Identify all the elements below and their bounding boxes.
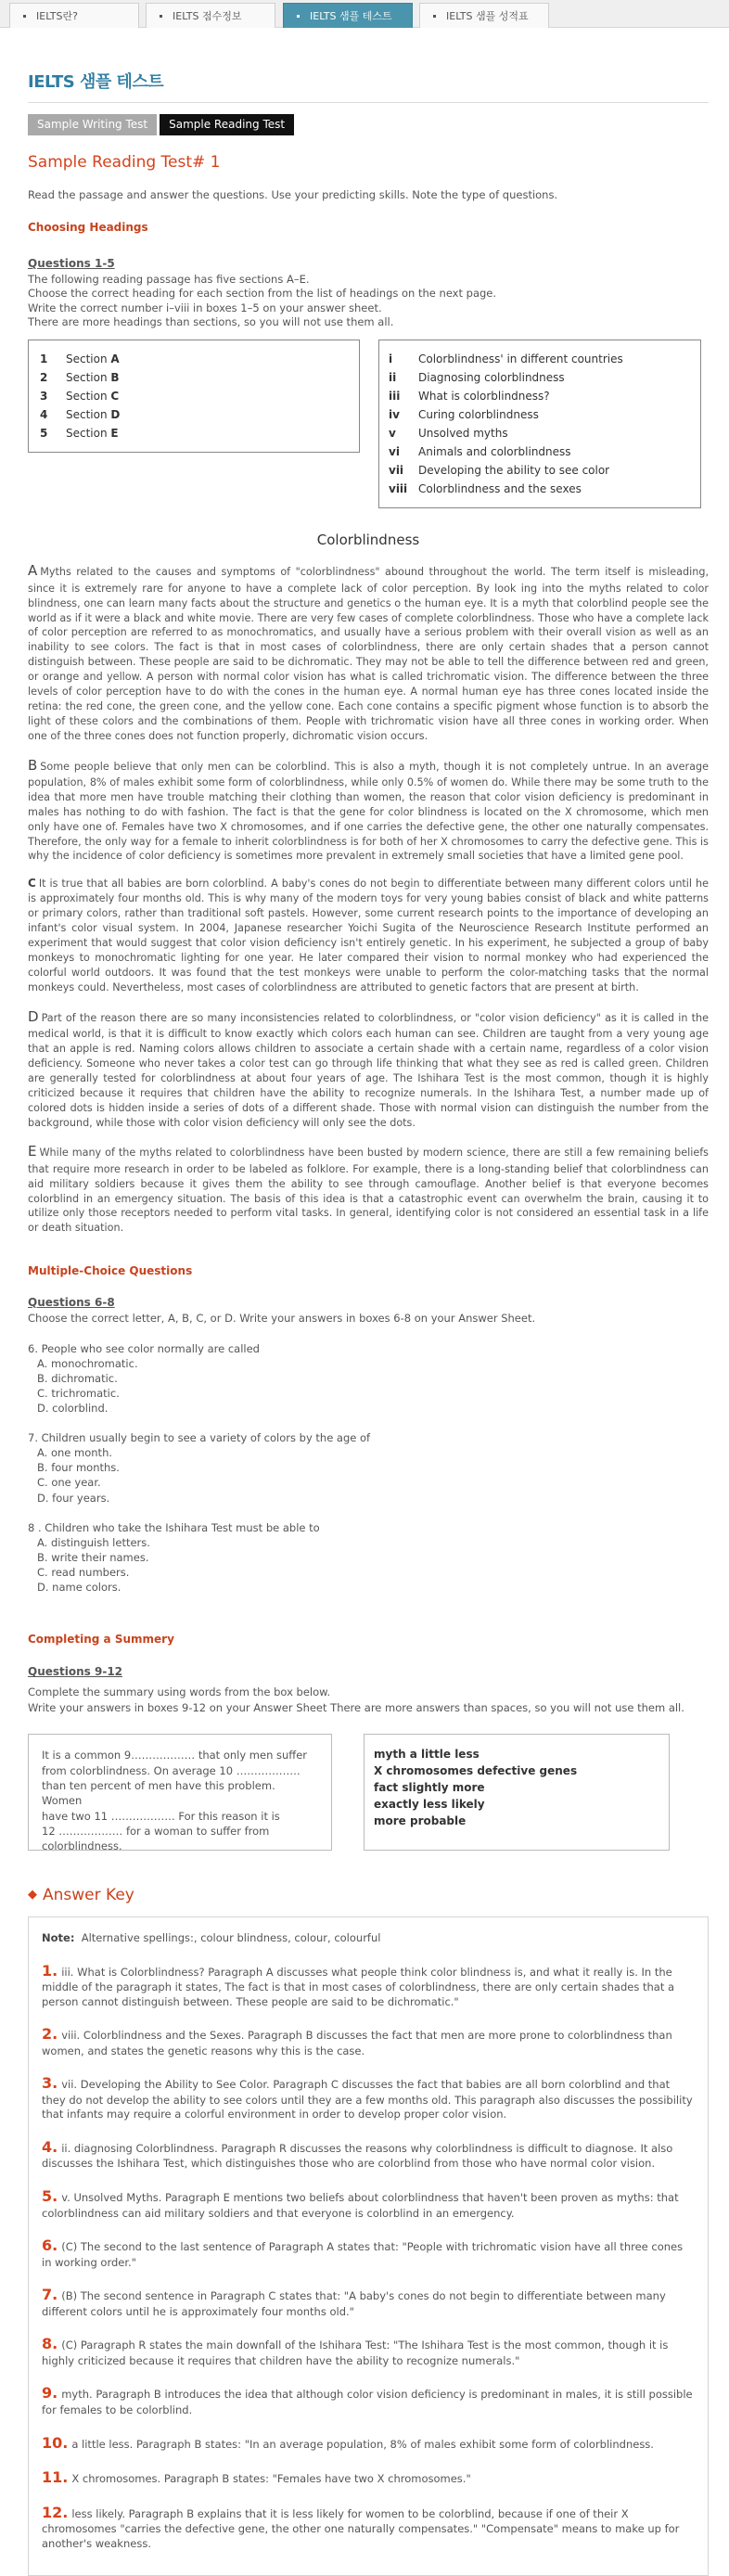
section-title-summary: Completing a Summery <box>28 1633 174 1647</box>
bullet-icon <box>433 15 436 18</box>
top-nav <box>0 0 729 28</box>
word-bank-line: X chromosomes defective genes <box>374 1764 578 1778</box>
paragraph-b: B Some people believe that only men can be colorblind. This is also a myth, though it is not completely untrue. In an average population, 8% of males exhibit some form of colorblindness, while only 0.5% of women do. While there may be some truth to the idea that more men have trouble matching their clothing than women, the reason that color vision deficiency is predominant in males has nothing to do with fashion. The fact is that the gene for color blindness is located on the X chromosome, which men only have one of. Females have two X chromosomes, and if one carries the defective gene, the other one naturally compensates. Therefore, the only way for a female to inherit colorblindness is for both of her X chromosomes to carry the defective gene. This is why the incidence of color deficiency is sometimes more prevalent in extremely small societies that have a limited gene pool. <box>28 756 709 863</box>
answer-item: 7. (B) The second sentence in Paragraph C states that: "A baby's cones do not begin to differentiate between many different colors until he is approximately four months old." <box>42 2286 666 2318</box>
question-stem: 6. People who see color normally are called <box>28 1341 260 1355</box>
option[interactable]: D. colorblind. <box>37 1402 109 1416</box>
question-stem: 7. Children usually begin to see a variety of colors by the age of <box>28 1431 371 1445</box>
option[interactable]: C. one year. <box>37 1476 101 1490</box>
headings-boxes <box>28 340 709 508</box>
paragraph-a: A Myths related to the causes and symptoms of "colorblindness" abound throughout the world. The term itself is misleading, since it is extremely rare for anyone to have a complete lack of color perception. By look ing into the myths related to color blindness, one can learn many facts about the structure and genetics o the human eye. It is a myth that colorblind people see the world as if it were a black and white movie. There are very few cases of complete colorblindness. Those who have a complete lack of color perception are referred to as monochromatics, and usually have a serious problem with their overall vision as well as an inability to see colors. The fact is that in most cases of colorblindness, there are only certain shades that a person cannot distinguish between. These people are said to be dichromatic. They may not be able to tell the difference between red and green, or orange and yellow. A person with normal color vision has what is called trichromatic vision. The difference between the three levels of color perception have to do with the cones in the human eye. A normal human eye has three cones located inside the retina: the red cone, the green cone, and the yellow cone. Each cone contains a specific pigment whose function is to absorb the light of these colors and the combinations of them. People with trichromatic vision have all three cones in working order. When one of the three cones does not function properly, dichromatic vision occurs. <box>28 562 709 742</box>
answer-item: 9. myth. Paragraph B introduces the idea that although color vision deficiency is predominant in males, it is still possible for females to be colorblind. <box>42 2384 693 2417</box>
paragraph-c: C It is true that all babies are born colorblind. A baby's cones do not begin to differentiate between many different colors until he is approximately four months old. This is why many of the modern toys for very young babies consist of black and white patterns or primary colors, rather than traditional soft pastels. However, some current research points to the importance of developing an infant's color visual system. In 2004, Japanese researcher Yoichi Sugita of the Neuroscience Research Institute performed an experiment that would suggest that color vision deficiency isn't entirely genetic. In his experiment, he subjected a group of baby monkeys to monochromatic lighting for one year. He later compared their vision to normal monkey who had experienced the colorful world outdoors. It was found that the test monkeys were unable to perform the color-matching tasks that the normal monkeys could. Nevertheless, most cases of colorblindness are attributed to genetic factors that are present at birth. <box>28 877 709 993</box>
answer-item: 2. viii. Colorblindness and the Sexes. Paragraph B discusses the fact that men are more prone to colorblindness than women, and states the genetic reasons why this is the case. <box>42 2025 672 2057</box>
questions-title-9-12: Questions 9-12 <box>28 1665 123 1679</box>
question-7 <box>28 1430 709 1505</box>
summary-line: have two 11 ……………… For this reason it is <box>42 1809 280 1823</box>
section-row: 2 Section B <box>40 370 120 384</box>
answer-item: 5. v. Unsolved Myths. Paragraph E mentions two beliefs about colorblindness that haven't been proven as myths: that colorblindness can aid military soldiers and that everyone is colorblind in an emergency. <box>42 2187 679 2220</box>
test-title: Sample Reading Test# 1 <box>28 153 221 173</box>
instruction-line: Write your answers in boxes 9-12 on your Answer Sheet There are more answers than spaces, so you will not use them all. <box>28 1700 684 1714</box>
answer-item: 4. ii. diagnosing Colorblindness. Paragraph R discusses the reasons why colorblindness is difficult to diagnose. It also discusses the Ishihara Test, which distinguishes those who are colorblind from those who have normal color vision. <box>42 2137 673 2171</box>
answer-item: 10. a little less. Paragraph B states: "In an average population, 8% of males exhibit some form of colorblindness. <box>42 2433 654 2452</box>
option[interactable]: A. monochromatic. <box>37 1356 138 1370</box>
subtabs <box>28 114 709 135</box>
section-row: 3 Section C <box>40 389 120 403</box>
questions-title-1-5: Questions 1-5 <box>28 257 115 271</box>
heading-row: iii What is colorblindness? <box>389 389 550 403</box>
option[interactable]: A. distinguish letters. <box>37 1535 150 1549</box>
instruction-line: There are more headings than sections, so you will not use them all. <box>28 315 394 329</box>
bullet-icon <box>297 15 300 18</box>
divider <box>28 102 709 103</box>
answer-key-box <box>28 1916 709 2576</box>
answer-item: 1. iii. What is Colorblindness? Paragraph A discusses what people think color blindness is, and what it really is. In the middle of the paragraph it states, The fact is that in most cases of colorblindness, there are only certain shades that a person cannot distinguish between. These people are said to be dichromatic." <box>42 1961 675 2008</box>
section-row: 5 Section E <box>40 426 119 440</box>
instruction-line: Choose the correct heading for each section from the list of headings on the next page. <box>28 287 497 301</box>
summary-text-box <box>28 1734 332 1851</box>
answer-item: 3. vii. Developing the Ability to See Color. Paragraph C discusses the fact that babies are all born colorblind and that they do not develop the ability to see colors until they are a few months old. This paragraph also discusses the possibility that infants may require a colorful environment in order to develop proper color vision. <box>42 2074 693 2121</box>
option[interactable]: C. trichromatic. <box>37 1386 120 1400</box>
summary-line: It is a common 9……………… that only men suffer <box>42 1749 308 1762</box>
option[interactable]: D. name colors. <box>37 1581 122 1594</box>
sections-box <box>28 340 360 453</box>
option[interactable]: B. dichromatic. <box>37 1371 118 1385</box>
paragraph-d: D Part of the reason there are so many inconsistencies related to colorblindness, or "color vision deficiency" as it is called in the medical world, is that it is difficult to know exactly which colors each human can see. Children are taught from a very young age that an apple is red. Naming colors allows children to associate a certain shade with a certain name, regardless of a color vision deficiency. Someone who never takes a color test can go through life thinking that what they see as red is called green. Children are generally tested for colorblindness at about four years of age. The Ishihara Test is the most common, though it is highly criticized because it requires that children have the ability to recognize numerals. In the Ishihara Test, a number made up of colored dots is hidden inside a series of dots of a different shade. Those with normal vision can distinguish the number from the background, while those with color vision deficiency will only see the dots. <box>28 1007 709 1129</box>
question-6 <box>28 1341 709 1416</box>
section-title-headings: Choosing Headings <box>28 220 148 234</box>
tab-about-ielts[interactable]: IELTS란? <box>9 3 139 28</box>
answer-item: 12. less likely. Paragraph B explains that it is less likely for women to be colorblind, because if one of their X chromosomes "carries the defective gene, the other one naturally compensates." "Compensate" means to make up for another's weakness. <box>42 2503 680 2550</box>
instruction-line: Write the correct number i–viii in boxes 1–5 on your answer sheet. <box>28 301 382 314</box>
summary-line: 12 ……………… for a woman to suffer from <box>42 1824 270 1838</box>
heading-row: vi Animals and colorblindness <box>389 444 571 458</box>
summary-boxes <box>28 1734 709 1851</box>
word-bank-line: fact slightly more <box>374 1781 485 1795</box>
page-title: IELTS 샘플 테스트 <box>28 72 164 92</box>
word-bank-line: myth a little less <box>374 1748 480 1762</box>
question-stem: 8 . Children who take the Ishihara Test must be able to <box>28 1520 320 1534</box>
answer-item: 6. (C) The second to the last sentence of Paragraph A states that: "People with trichromatic vision have all three cones in working order." <box>42 2236 684 2269</box>
question-8 <box>28 1520 709 1595</box>
intro-text: Read the passage and answer the questions. Use your predicting skills. Note the type of questions. <box>28 188 558 202</box>
section-row: 4 Section D <box>40 407 121 421</box>
option[interactable]: B. write their names. <box>37 1550 149 1564</box>
answer-item: 11. X chromosomes. Paragraph B states: "Females have two X chromosomes." <box>42 2468 471 2487</box>
summary-line: than ten percent of men have this problem. Women <box>42 1778 275 1808</box>
tab-sample-test[interactable]: IELTS 샘플 테스트 <box>283 3 413 28</box>
mc-instructions: Choose the correct letter, A, B, C, or D. Write your answers in boxes 6-8 on your Answer Sheet. <box>28 1312 536 1326</box>
tab-sample-report[interactable]: IELTS 샘플 성적표 <box>419 3 549 28</box>
option[interactable]: C. read numbers. <box>37 1565 130 1579</box>
option[interactable]: D. four years. <box>37 1491 110 1505</box>
heading-row: vii Developing the ability to see color <box>389 463 610 477</box>
option[interactable]: B. four months. <box>37 1461 120 1475</box>
heading-row: viii Colorblindness and the sexes <box>389 481 582 495</box>
headings-instructions <box>28 273 709 330</box>
heading-row: ii Diagnosing colorblindness <box>389 370 565 384</box>
paragraph-e: E While many of the myths related to colorblindness have been busted by modern science, there are still a few remaining beliefs that require more research in order to be labeled as folklore. For example, there is a long-standing belief that colorblindness can aid military soldiers because it gives them the ability to see through camouflage. Another belief is that everyone becomes colorblind in an emergency situation. The basis of this idea is that a catastrophic event can overwhelm the brain, causing it to utilize only those receptors needed to perform vital tasks. In general, identifying color is not considered an essential task in a life or death situation. <box>28 1143 709 1235</box>
word-bank-line: exactly less likely <box>374 1798 485 1812</box>
headings-list-box <box>378 340 701 508</box>
bullet-icon <box>23 15 26 18</box>
heading-row: iv Curing colorblindness <box>389 407 539 421</box>
subtab-reading[interactable]: Sample Reading Test <box>160 114 294 135</box>
word-bank-box <box>364 1734 670 1851</box>
word-bank-line: more probable <box>374 1814 467 1828</box>
answer-item: 8. (C) Paragraph R states the main downfall of the Ishihara Test: "The Ishihara Test is the most common, though it is highly criticized because it requires that children have the ability to recognize numerals." <box>42 2335 669 2367</box>
summary-line: colorblindness. <box>42 1839 122 1853</box>
diamond-icon: ◆ <box>28 1888 37 1903</box>
tab-score-info[interactable]: IELTS 점수정보 <box>146 3 275 28</box>
section-row: 1 Section A <box>40 352 120 365</box>
option[interactable]: A. one month. <box>37 1446 113 1460</box>
subtab-writing[interactable]: Sample Writing Test <box>28 114 157 135</box>
questions-title-6-8: Questions 6-8 <box>28 1295 115 1309</box>
heading-row: v Unsolved myths <box>389 426 508 440</box>
instruction-line: Complete the summary using words from the box below. <box>28 1685 331 1698</box>
answer-key-heading: ◆ Answer Key <box>28 1886 134 1905</box>
section-title-multiple-choice: Multiple-Choice Questions <box>28 1264 193 1278</box>
summary-instructions <box>28 1685 709 1715</box>
passage-title: Colorblindness <box>316 531 420 548</box>
heading-row: i Colorblindness' in different countries <box>389 352 623 365</box>
summary-line: from colorblindness. On average 10 ……………… <box>42 1763 301 1777</box>
answer-key-note: Note: Alternative spellings:, colour blindness, colour, colourful <box>42 1930 381 1944</box>
bullet-icon <box>160 15 162 18</box>
instruction-line: The following reading passage has five sections A–E. <box>28 272 310 286</box>
